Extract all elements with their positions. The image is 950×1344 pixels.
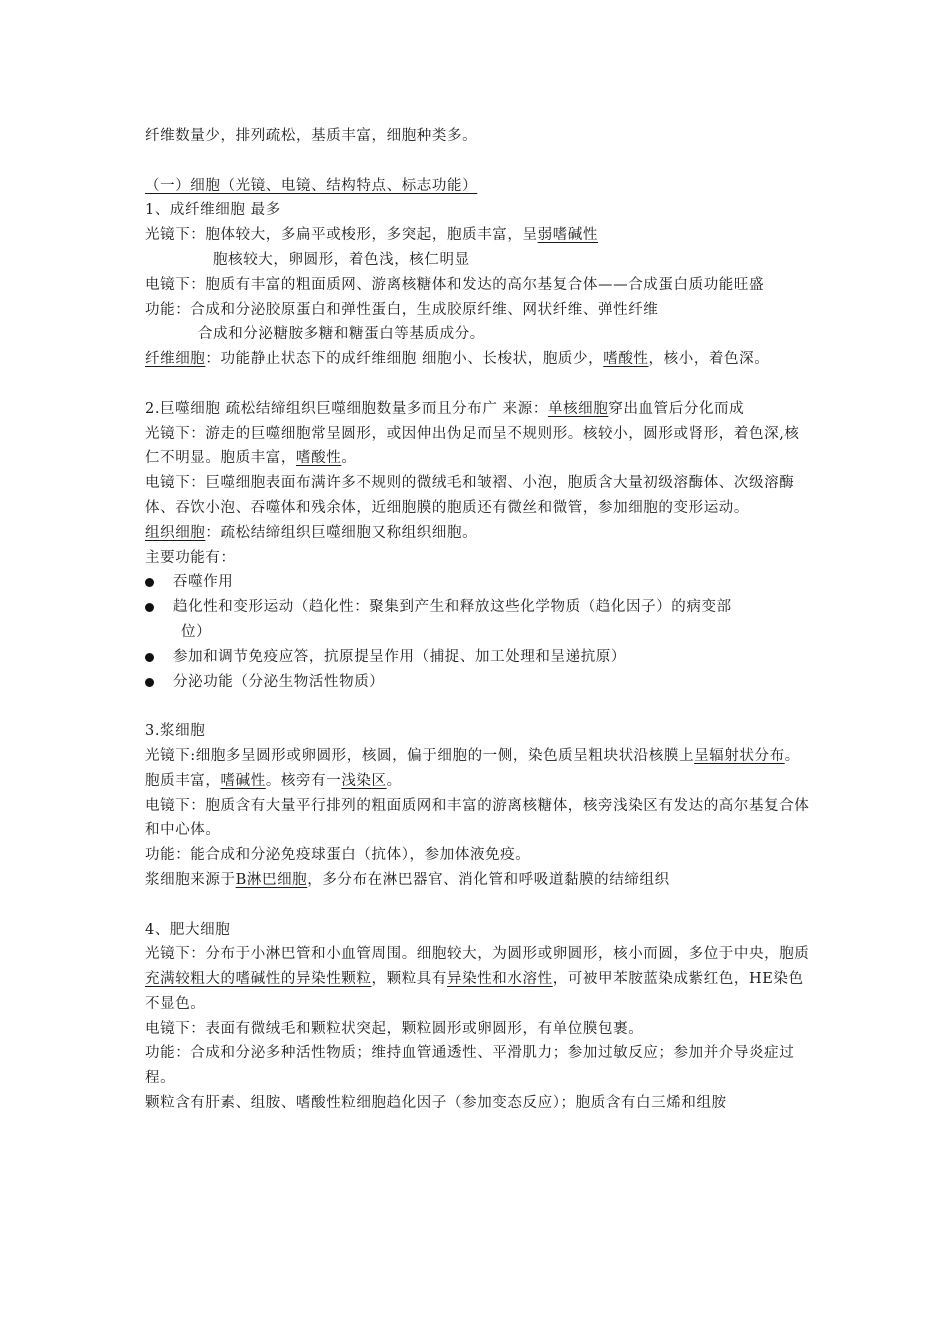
fibrocyte-line: 纤维细胞：功能静止状态下的成纤维细胞 细胞小、长梭状，胞质少，嗜酸性，核小，着色深。 — [145, 351, 770, 368]
list-item: 趋化性和变形运动（趋化性：聚集到产生和释放这些化学物质（趋化因子）的病变部 位） — [145, 595, 810, 645]
histiocyte-line: 组织细胞：疏松结缔组织巨噬细胞又称组织细胞。 — [145, 524, 478, 541]
fibrocyte-term: 纤维细胞 — [145, 351, 206, 368]
weak-basophilic-term: 弱嗜碱性 — [537, 227, 599, 244]
bullet-icon — [145, 578, 154, 587]
mast-em: 电镜下：表面有微绒毛和颗粒状突起，颗粒圆形或卵圆形，有单位膜包裹。 — [145, 1020, 644, 1037]
radial-distribution-term: 呈辐射状分布 — [694, 747, 785, 764]
fibroblast-lm-nucleus: 胞核较大，卵圆形，着色浅，核仁明显 — [213, 251, 470, 268]
fibroblast-function: 功能：合成和分泌胶原蛋白和弹性蛋白，生成胶原纤维、网状纤维、弹性纤维 — [145, 301, 659, 318]
section-heading-text: （一）细胞（光镜、电镜、结构特点、标志功能） — [145, 177, 478, 194]
section-heading — [145, 174, 810, 199]
macrophage-title: 2.巨噬细胞 疏松结缔组织巨噬细胞数量多而且分布广 来源：单核细胞穿出血管后分化而成 — [145, 400, 745, 417]
plasma-title: 3.浆细胞 — [145, 723, 206, 740]
bullet-icon — [145, 678, 154, 687]
macrophage-acidophilic-term: 嗜酸性 — [296, 450, 342, 467]
fibroblast-title: 1、成纤维细胞 最多 — [145, 202, 281, 219]
mast-function: 功能：合成和分泌多种活性物质；维持血管通透性、平滑肌力；参加过敏反应；参加并介导炎症过程。 — [145, 1045, 795, 1087]
bullet-icon — [145, 603, 154, 612]
metachromatic-granules-term: 充满较粗大的嗜碱性的异染性颗粒 — [145, 971, 372, 988]
monocyte-term: 单核细胞 — [547, 400, 609, 417]
plasma-em: 电镜下：胞质含有大量平行排列的粗面质网和丰富的游离核糖体，核旁浅染区有发达的高尔基复合体和中心体。 — [145, 797, 810, 839]
pale-zone-term: 浅染区 — [341, 772, 387, 789]
plasma-lm: 光镜下:细胞多呈圆形或卵圆形，核圆，偏于细胞的一侧，染色质呈粗块状沿核膜上呈辐射状分布。胞质丰富，嗜碱性。核旁有一浅染区。 — [145, 747, 800, 789]
mast-title: 4、肥大细胞 — [145, 921, 231, 938]
document-body — [145, 124, 810, 1116]
fibroblast-em: 电镜下：胞质有丰富的粗面质网、游离核糖体和发达的高尔基复合体——合成蛋白质功能旺盛 — [145, 276, 765, 293]
list-item: 分泌功能（分泌生物活性物质） — [145, 670, 810, 695]
plasma-basophilic-term: 嗜碱性 — [220, 772, 266, 789]
b-lymphocyte-term: B淋巴细胞 — [235, 871, 308, 888]
acidophilic-term: 嗜酸性 — [603, 351, 649, 368]
mast-granules: 颗粒含有肝素、组胺、嗜酸性粒细胞趋化因子（参加变态反应）；胞质含有白三烯和组胺 — [145, 1095, 727, 1112]
plasma-function: 功能：能合成和分泌免疫球蛋白（抗体），参加体液免疫。 — [145, 847, 531, 864]
list-item: 吞噬作用 — [145, 570, 810, 595]
plasma-origin: 浆细胞来源于B淋巴细胞，多分布在淋巴器官、消化管和呼吸道黏膜的结缔组织 — [145, 871, 670, 888]
fibroblast-function-2: 合成和分泌糖胺多糖和糖蛋白等基质成分。 — [198, 326, 485, 343]
intro-line: 纤维数量少，排列疏松，基质丰富，细胞种类多。 — [145, 128, 478, 144]
list-item: 参加和调节免疫应答，抗原提呈作用（捕捉、加工处理和呈递抗原） — [145, 645, 810, 670]
mast-lm: 光镜下：分布于小淋巴管和小血管周围。细胞较大，为圆形或卵圆形，核小而圆，多位于中央，胞质充满较粗大的嗜碱性的异染性颗粒，颗粒具有异染性和水溶性，可被甲苯胺蓝染成紫红色，HE染色不显色。 — [145, 946, 810, 1012]
macrophage-em: 电镜下：巨噬细胞表面布满许多不规则的微绒毛和皱褶、小泡，胞质含大量初级溶酶体、次级溶酶体、吞饮小泡、吞噬体和残余体，近细胞膜的胞质还有微丝和微管，参加细胞的变形运动。 — [145, 475, 795, 516]
main-functions-label: 主要功能有： — [145, 549, 236, 566]
histiocyte-term: 组织细胞 — [145, 524, 206, 541]
bullet-icon — [145, 653, 154, 662]
metachromasia-solubility-term: 异染性和水溶性 — [447, 971, 553, 988]
macrophage-lm: 光镜下：游走的巨噬细胞常呈圆形，或因伸出伪足而呈不规则形。核较小，圆形或肾形，着色深,核仁不明显。胞质丰富，嗜酸性。 — [145, 425, 800, 467]
fibroblast-lm: 光镜下：胞体较大，多扁平或梭形，多突起，胞质丰富，呈弱嗜碱性 — [145, 227, 599, 244]
